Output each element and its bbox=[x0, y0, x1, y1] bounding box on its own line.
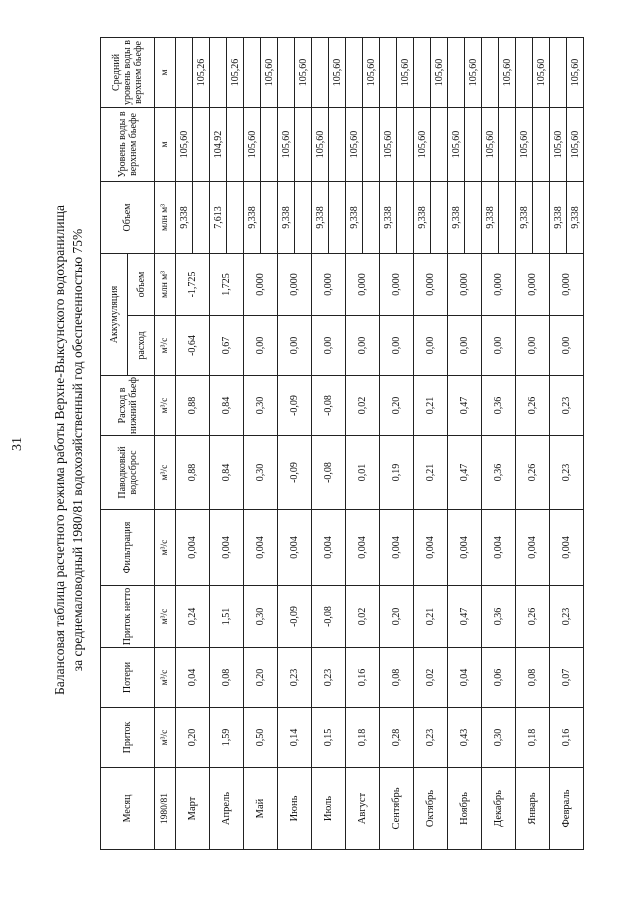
cell-upstream-level: 105,60 bbox=[448, 107, 465, 181]
cell-upstream-level: 105,60 bbox=[346, 107, 363, 181]
cell-spillway: 0,26 bbox=[516, 436, 550, 510]
cell-discharge: 0,30 bbox=[244, 376, 278, 436]
cell-avg-upstream-level-end: 105,60 bbox=[533, 37, 550, 107]
cell-avg-upstream-level-end: 105,60 bbox=[465, 37, 482, 107]
unit-filtration: м³/с bbox=[155, 510, 176, 586]
cell-acc-volume: 0,000 bbox=[346, 253, 380, 315]
cell-inflow: 0,28 bbox=[380, 708, 414, 768]
cell-volume-end bbox=[295, 181, 312, 253]
cell-discharge: 0,20 bbox=[380, 376, 414, 436]
header-net-inflow: Приток нетто bbox=[101, 586, 155, 648]
unit-avg-level: м bbox=[155, 37, 176, 107]
cell-discharge: 0,21 bbox=[414, 376, 448, 436]
cell-net-inflow: 1,51 bbox=[210, 586, 244, 648]
table-row bbox=[516, 37, 533, 849]
unit-year: 1980/81 bbox=[155, 768, 176, 850]
cell-losses: 0,23 bbox=[278, 648, 312, 708]
cell-losses: 0,04 bbox=[448, 648, 482, 708]
cell-upstream-level-end bbox=[431, 107, 448, 181]
cell-upstream-level-end bbox=[499, 107, 516, 181]
unit-acc-volume: млн м³ bbox=[155, 253, 176, 315]
table-row bbox=[176, 37, 193, 849]
header-inflow: Приток bbox=[101, 708, 155, 768]
cell-upstream-level: 105,60 bbox=[550, 107, 567, 181]
table-title-line-1: Балансовая таблица расчетного режима работы Верхне-Выксунского водохранилища bbox=[52, 205, 67, 696]
cell-avg-upstream-level-end: 105,60 bbox=[397, 37, 414, 107]
cell-discharge: 0,36 bbox=[482, 376, 516, 436]
cell-avg-upstream-level-end: 105,60 bbox=[567, 37, 584, 107]
cell-avg-upstream-level bbox=[346, 37, 363, 107]
cell-filtration: 0,004 bbox=[448, 510, 482, 586]
cell-month: Июнь bbox=[278, 768, 312, 850]
cell-acc-volume: -1,725 bbox=[176, 253, 210, 315]
cell-net-inflow: 0,36 bbox=[482, 586, 516, 648]
cell-volume-end bbox=[193, 181, 210, 253]
cell-filtration: 0,004 bbox=[380, 510, 414, 586]
cell-avg-upstream-level bbox=[516, 37, 533, 107]
cell-acc-rate: 0,00 bbox=[516, 316, 550, 376]
cell-net-inflow: 0,47 bbox=[448, 586, 482, 648]
cell-spillway: 0,19 bbox=[380, 436, 414, 510]
header-spillway: Паводковый водосброс bbox=[101, 436, 155, 510]
unit-losses: м³/с bbox=[155, 648, 176, 708]
cell-volume: 9,338 bbox=[516, 181, 533, 253]
cell-acc-volume: 0,000 bbox=[550, 253, 584, 315]
header-month: Месяц bbox=[101, 768, 155, 850]
cell-losses: 0,04 bbox=[176, 648, 210, 708]
cell-upstream-level-end bbox=[295, 107, 312, 181]
cell-avg-upstream-level bbox=[278, 37, 295, 107]
cell-upstream-level: 105,60 bbox=[244, 107, 261, 181]
cell-volume-end bbox=[261, 181, 278, 253]
cell-acc-volume: 0,000 bbox=[244, 253, 278, 315]
unit-acc-rate: м³/с bbox=[155, 316, 176, 376]
cell-upstream-level: 105,60 bbox=[312, 107, 329, 181]
header-losses: Потери bbox=[101, 648, 155, 708]
table-row bbox=[278, 37, 295, 849]
table-title-line-2: за среднемаловодный 1980/81 водохозяйственный год обеспеченностью 75% bbox=[70, 228, 85, 672]
cell-acc-rate: 0,00 bbox=[380, 316, 414, 376]
cell-spillway: 0,21 bbox=[414, 436, 448, 510]
cell-net-inflow: -0,08 bbox=[312, 586, 346, 648]
cell-avg-upstream-level-end: 105,26 bbox=[193, 37, 210, 107]
cell-avg-upstream-level bbox=[244, 37, 261, 107]
unit-inflow: м³/с bbox=[155, 708, 176, 768]
cell-inflow: 0,30 bbox=[482, 708, 516, 768]
cell-inflow: 1,59 bbox=[210, 708, 244, 768]
cell-upstream-level: 105,60 bbox=[278, 107, 295, 181]
cell-month: Июль bbox=[312, 768, 346, 850]
cell-acc-rate: 0,00 bbox=[278, 316, 312, 376]
cell-volume-end: 9,338 bbox=[567, 181, 584, 253]
cell-losses: 0,02 bbox=[414, 648, 448, 708]
cell-filtration: 0,004 bbox=[176, 510, 210, 586]
cell-avg-upstream-level-end: 105,60 bbox=[431, 37, 448, 107]
table-row bbox=[550, 37, 567, 849]
table-row bbox=[312, 37, 329, 849]
cell-spillway: 0,36 bbox=[482, 436, 516, 510]
header-avg-upstream-level: Средний уровень воды в верхнем бьефе bbox=[101, 37, 155, 107]
cell-avg-upstream-level-end: 105,60 bbox=[363, 37, 380, 107]
cell-net-inflow: 0,02 bbox=[346, 586, 380, 648]
cell-filtration: 0,004 bbox=[414, 510, 448, 586]
cell-filtration: 0,004 bbox=[210, 510, 244, 586]
cell-filtration: 0,004 bbox=[346, 510, 380, 586]
cell-volume: 9,338 bbox=[482, 181, 499, 253]
cell-avg-upstream-level bbox=[414, 37, 431, 107]
cell-spillway: 0,47 bbox=[448, 436, 482, 510]
cell-net-inflow: 0,20 bbox=[380, 586, 414, 648]
cell-upstream-level: 105,60 bbox=[482, 107, 499, 181]
cell-volume: 9,338 bbox=[448, 181, 465, 253]
table-row bbox=[244, 37, 261, 849]
table-row bbox=[346, 37, 363, 849]
cell-inflow: 0,14 bbox=[278, 708, 312, 768]
cell-acc-rate: 0,00 bbox=[482, 316, 516, 376]
cell-net-inflow: -0,09 bbox=[278, 586, 312, 648]
cell-volume: 9,338 bbox=[414, 181, 431, 253]
cell-upstream-level: 105,60 bbox=[414, 107, 431, 181]
cell-filtration: 0,004 bbox=[550, 510, 584, 586]
unit-net: м³/с bbox=[155, 586, 176, 648]
cell-upstream-level-end bbox=[227, 107, 244, 181]
cell-acc-rate: 0,67 bbox=[210, 316, 244, 376]
cell-acc-volume: 1,725 bbox=[210, 253, 244, 315]
cell-month: Январь bbox=[516, 768, 550, 850]
cell-acc-volume: 0,000 bbox=[516, 253, 550, 315]
cell-acc-rate: -0,64 bbox=[176, 316, 210, 376]
cell-volume: 9,338 bbox=[312, 181, 329, 253]
cell-filtration: 0,004 bbox=[482, 510, 516, 586]
cell-spillway: 0,01 bbox=[346, 436, 380, 510]
cell-volume: 9,338 bbox=[176, 181, 193, 253]
cell-upstream-level: 104,92 bbox=[210, 107, 227, 181]
cell-inflow: 0,16 bbox=[550, 708, 584, 768]
cell-upstream-level-end bbox=[363, 107, 380, 181]
balance-table bbox=[100, 37, 584, 850]
cell-net-inflow: 0,21 bbox=[414, 586, 448, 648]
cell-spillway: 0,88 bbox=[176, 436, 210, 510]
cell-avg-upstream-level bbox=[448, 37, 465, 107]
header-volume: Объем bbox=[101, 181, 155, 253]
cell-avg-upstream-level-end: 105,60 bbox=[295, 37, 312, 107]
cell-net-inflow: 0,23 bbox=[550, 586, 584, 648]
table-body bbox=[176, 37, 584, 849]
table-row bbox=[414, 37, 431, 849]
cell-volume: 9,338 bbox=[550, 181, 567, 253]
cell-net-inflow: 0,24 bbox=[176, 586, 210, 648]
unit-level: м bbox=[155, 107, 176, 181]
page-number: 31 bbox=[10, 437, 25, 451]
cell-losses: 0,23 bbox=[312, 648, 346, 708]
table-row bbox=[448, 37, 465, 849]
cell-volume-end bbox=[465, 181, 482, 253]
unit-discharge: м³/с bbox=[155, 376, 176, 436]
cell-volume: 9,338 bbox=[244, 181, 261, 253]
table-row bbox=[380, 37, 397, 849]
cell-upstream-level-end bbox=[261, 107, 278, 181]
cell-upstream-level-end bbox=[397, 107, 414, 181]
cell-upstream-level: 105,60 bbox=[176, 107, 193, 181]
cell-acc-volume: 0,000 bbox=[278, 253, 312, 315]
cell-volume-end bbox=[363, 181, 380, 253]
cell-spillway: 0,30 bbox=[244, 436, 278, 510]
cell-upstream-level-end bbox=[329, 107, 346, 181]
cell-discharge: 0,84 bbox=[210, 376, 244, 436]
cell-net-inflow: 0,30 bbox=[244, 586, 278, 648]
cell-volume: 7,613 bbox=[210, 181, 227, 253]
cell-inflow: 0,15 bbox=[312, 708, 346, 768]
cell-upstream-level: 105,60 bbox=[516, 107, 533, 181]
cell-acc-volume: 0,000 bbox=[380, 253, 414, 315]
cell-acc-volume: 0,000 bbox=[482, 253, 516, 315]
header-acc-rate: расход bbox=[128, 316, 155, 376]
cell-discharge: -0,08 bbox=[312, 376, 346, 436]
cell-spillway: -0,09 bbox=[278, 436, 312, 510]
cell-avg-upstream-level bbox=[380, 37, 397, 107]
cell-filtration: 0,004 bbox=[244, 510, 278, 586]
cell-upstream-level-end bbox=[465, 107, 482, 181]
unit-volume: млн м³ bbox=[155, 181, 176, 253]
cell-filtration: 0,004 bbox=[516, 510, 550, 586]
cell-filtration: 0,004 bbox=[312, 510, 346, 586]
cell-acc-rate: 0,00 bbox=[312, 316, 346, 376]
cell-filtration: 0,004 bbox=[278, 510, 312, 586]
cell-spillway: -0,08 bbox=[312, 436, 346, 510]
cell-discharge: 0,02 bbox=[346, 376, 380, 436]
header-upstream-level: Уровень воды в верхнем бьефе bbox=[101, 107, 155, 181]
cell-discharge: 0,88 bbox=[176, 376, 210, 436]
cell-discharge: -0,09 bbox=[278, 376, 312, 436]
cell-net-inflow: 0,26 bbox=[516, 586, 550, 648]
cell-month: Февраль bbox=[550, 768, 584, 850]
cell-volume-end bbox=[227, 181, 244, 253]
cell-discharge: 0,26 bbox=[516, 376, 550, 436]
cell-discharge: 0,47 bbox=[448, 376, 482, 436]
cell-acc-rate: 0,00 bbox=[346, 316, 380, 376]
cell-avg-upstream-level bbox=[312, 37, 329, 107]
cell-losses: 0,06 bbox=[482, 648, 516, 708]
table-header bbox=[101, 37, 176, 849]
cell-inflow: 0,18 bbox=[516, 708, 550, 768]
cell-acc-rate: 0,00 bbox=[244, 316, 278, 376]
cell-avg-upstream-level-end: 105,60 bbox=[499, 37, 516, 107]
cell-avg-upstream-level bbox=[550, 37, 567, 107]
cell-avg-upstream-level-end: 105,26 bbox=[227, 37, 244, 107]
cell-losses: 0,07 bbox=[550, 648, 584, 708]
header-tailwater-discharge: Расход в нижний бьеф bbox=[101, 376, 155, 436]
unit-spillway: м³/с bbox=[155, 436, 176, 510]
table-row bbox=[210, 37, 227, 849]
cell-avg-upstream-level bbox=[482, 37, 499, 107]
cell-losses: 0,20 bbox=[244, 648, 278, 708]
cell-avg-upstream-level bbox=[176, 37, 193, 107]
cell-volume-end bbox=[499, 181, 516, 253]
cell-losses: 0,08 bbox=[516, 648, 550, 708]
cell-month: Сентябрь bbox=[380, 768, 414, 850]
cell-month: Апрель bbox=[210, 768, 244, 850]
cell-upstream-level-end: 105,60 bbox=[567, 107, 584, 181]
cell-acc-rate: 0,00 bbox=[550, 316, 584, 376]
cell-volume: 9,338 bbox=[380, 181, 397, 253]
cell-acc-volume: 0,000 bbox=[448, 253, 482, 315]
cell-spillway: 0,23 bbox=[550, 436, 584, 510]
cell-losses: 0,16 bbox=[346, 648, 380, 708]
cell-month: Март bbox=[176, 768, 210, 850]
cell-spillway: 0,84 bbox=[210, 436, 244, 510]
cell-month: Октябрь bbox=[414, 768, 448, 850]
cell-inflow: 0,50 bbox=[244, 708, 278, 768]
header-acc-volume: объем bbox=[128, 253, 155, 315]
cell-avg-upstream-level-end: 105,60 bbox=[329, 37, 346, 107]
cell-acc-rate: 0,00 bbox=[448, 316, 482, 376]
cell-month: Август bbox=[346, 768, 380, 850]
table-row bbox=[482, 37, 499, 849]
cell-upstream-level-end bbox=[533, 107, 550, 181]
cell-upstream-level-end bbox=[193, 107, 210, 181]
cell-month: Декабрь bbox=[482, 768, 516, 850]
cell-volume-end bbox=[397, 181, 414, 253]
header-filtration: Фильтрация bbox=[101, 510, 155, 586]
cell-month: Май bbox=[244, 768, 278, 850]
cell-acc-volume: 0,000 bbox=[414, 253, 448, 315]
cell-volume: 9,338 bbox=[346, 181, 363, 253]
cell-losses: 0,08 bbox=[380, 648, 414, 708]
cell-losses: 0,08 bbox=[210, 648, 244, 708]
cell-inflow: 0,43 bbox=[448, 708, 482, 768]
cell-volume-end bbox=[329, 181, 346, 253]
cell-inflow: 0,23 bbox=[414, 708, 448, 768]
cell-month: Ноябрь bbox=[448, 768, 482, 850]
header-accumulation: Аккумуляция bbox=[101, 253, 128, 375]
cell-upstream-level: 105,60 bbox=[380, 107, 397, 181]
cell-volume: 9,338 bbox=[278, 181, 295, 253]
cell-inflow: 0,20 bbox=[176, 708, 210, 768]
cell-acc-volume: 0,000 bbox=[312, 253, 346, 315]
cell-avg-upstream-level bbox=[210, 37, 227, 107]
cell-acc-rate: 0,00 bbox=[414, 316, 448, 376]
cell-avg-upstream-level-end: 105,60 bbox=[261, 37, 278, 107]
cell-volume-end bbox=[533, 181, 550, 253]
cell-volume-end bbox=[431, 181, 448, 253]
cell-inflow: 0,18 bbox=[346, 708, 380, 768]
cell-discharge: 0,23 bbox=[550, 376, 584, 436]
